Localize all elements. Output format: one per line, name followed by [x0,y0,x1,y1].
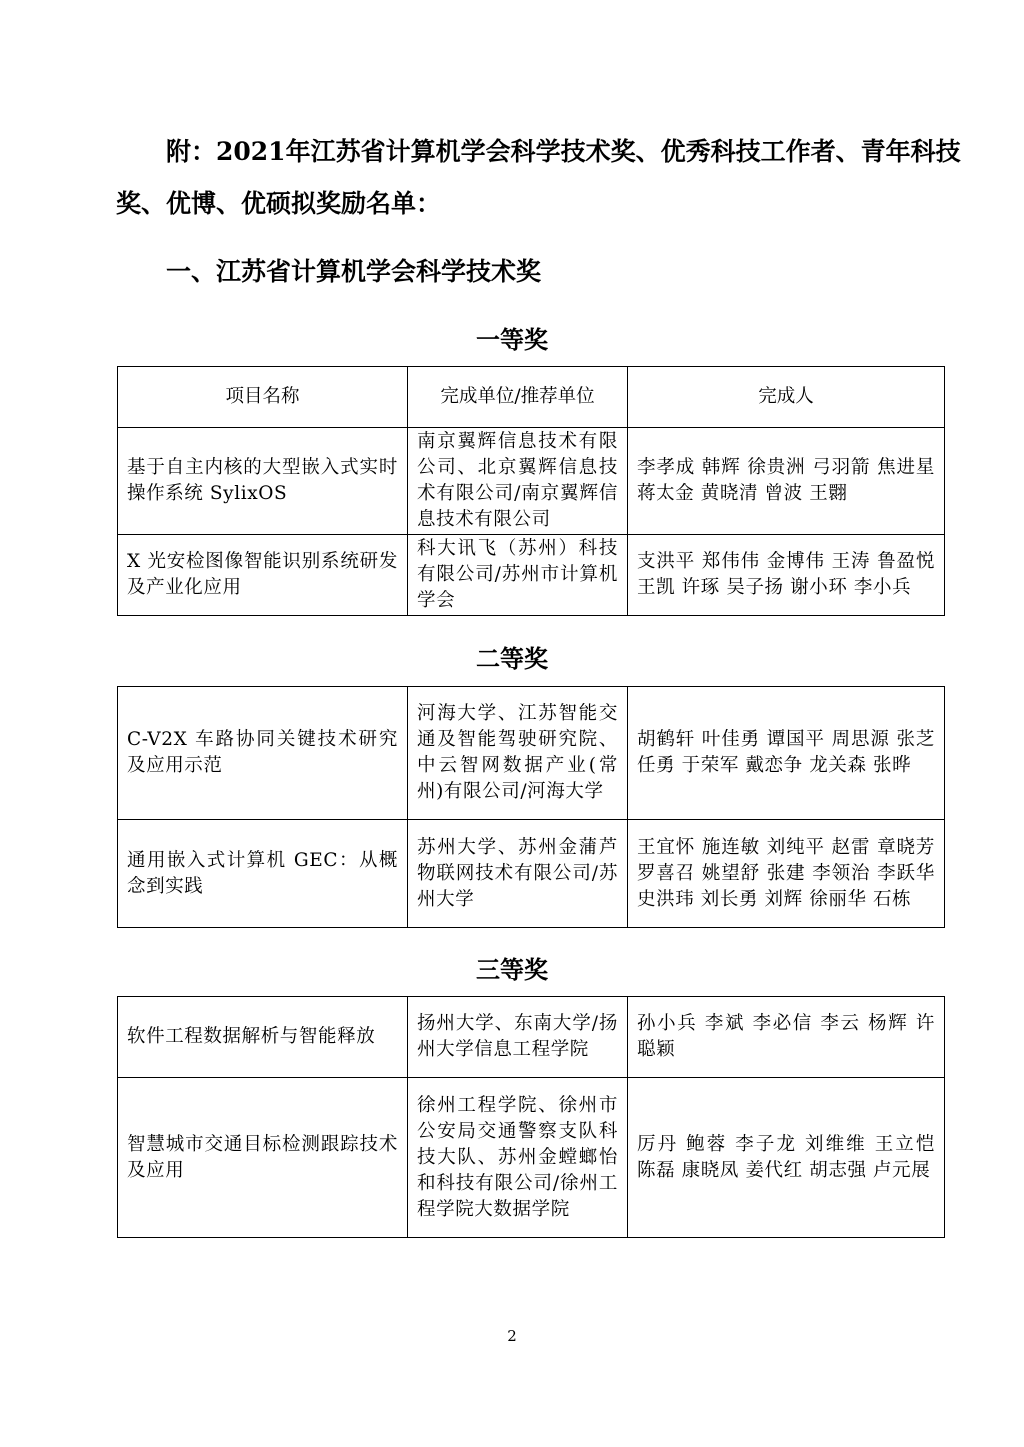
third-prize-table [117,996,945,1238]
people-list: 支洪平 郑伟伟 金博伟 王涛 鲁盈悦 王凯 许琢 吴子扬 谢小环 李小兵 [628,535,945,616]
attachment-title-line1: 附：2021年江苏省计算机学会科学技术奖、优秀科技工作者、青年科技 [166,137,961,166]
table-row [118,428,945,535]
attachment-title-line2: 奖、优博、优硕拟奖励名单： [116,189,442,218]
third-prize-title: 三等奖 [476,955,548,984]
second-prize-table [117,686,945,928]
section-heading: 一、江苏省计算机学会科学技术奖 [166,257,542,286]
people-list: 孙小兵 李斌 李必信 李云 杨辉 许聪颖 [628,997,945,1078]
table-row [118,1078,945,1238]
table-row [118,535,945,616]
people-list: 李孝成 韩辉 徐贵洲 弓羽箭 焦进星 蒋太金 黄晓清 曾波 王翾 [628,428,945,535]
unit-name: 河海大学、江苏智能交通及智能驾驶研究院、中云智网数据产业(常州)有限公司/河海大学 [408,687,628,820]
project-name: 软件工程数据解析与智能释放 [118,997,408,1078]
page-number: 2 [507,1327,517,1345]
unit-name: 科大讯飞（苏州）科技有限公司/苏州市计算机学会 [408,535,628,616]
second-prize-title: 二等奖 [476,644,548,673]
people-list: 厉丹 鲍蓉 李子龙 刘维维 王立恺 陈磊 康晓凤 姜代红 胡志强 卢元展 [628,1078,945,1238]
unit-name: 徐州工程学院、徐州市公安局交通警察支队科技大队、苏州金螳螂怡和科技有限公司/徐州工程学院大数据学院 [408,1078,628,1238]
people-list: 王宜怀 施连敏 刘纯平 赵雷 章晓芳 罗喜召 姚望舒 张建 李领治 李跃华 史洪玮 刘长勇 刘辉 徐丽华 石栋 [628,820,945,928]
header-unit: 完成单位/推荐单位 [408,367,628,428]
project-name: C-V2X 车路协同关键技术研究及应用示范 [118,687,408,820]
project-name: 通用嵌入式计算机 GEC：从概念到实践 [118,820,408,928]
header-project: 项目名称 [118,367,408,428]
table-row [118,997,945,1078]
first-prize-title: 一等奖 [476,325,548,354]
table-row [118,820,945,928]
table-header-row [118,367,945,428]
project-name: 智慧城市交通目标检测跟踪技术及应用 [118,1078,408,1238]
project-name: X 光安检图像智能识别系统研发及产业化应用 [118,535,408,616]
unit-name: 扬州大学、东南大学/扬州大学信息工程学院 [408,997,628,1078]
unit-name: 南京翼辉信息技术有限公司、北京翼辉信息技术有限公司/南京翼辉信息技术有限公司 [408,428,628,535]
project-name: 基于自主内核的大型嵌入式实时操作系统 SylixOS [118,428,408,535]
table-row [118,687,945,820]
unit-name: 苏州大学、苏州金蒲芦物联网技术有限公司/苏州大学 [408,820,628,928]
first-prize-table [117,366,945,616]
header-people: 完成人 [628,367,945,428]
people-list: 胡鹤轩 叶佳勇 谭国平 周思源 张芝 任勇 于荣军 戴恋争 龙关森 张晔 [628,687,945,820]
